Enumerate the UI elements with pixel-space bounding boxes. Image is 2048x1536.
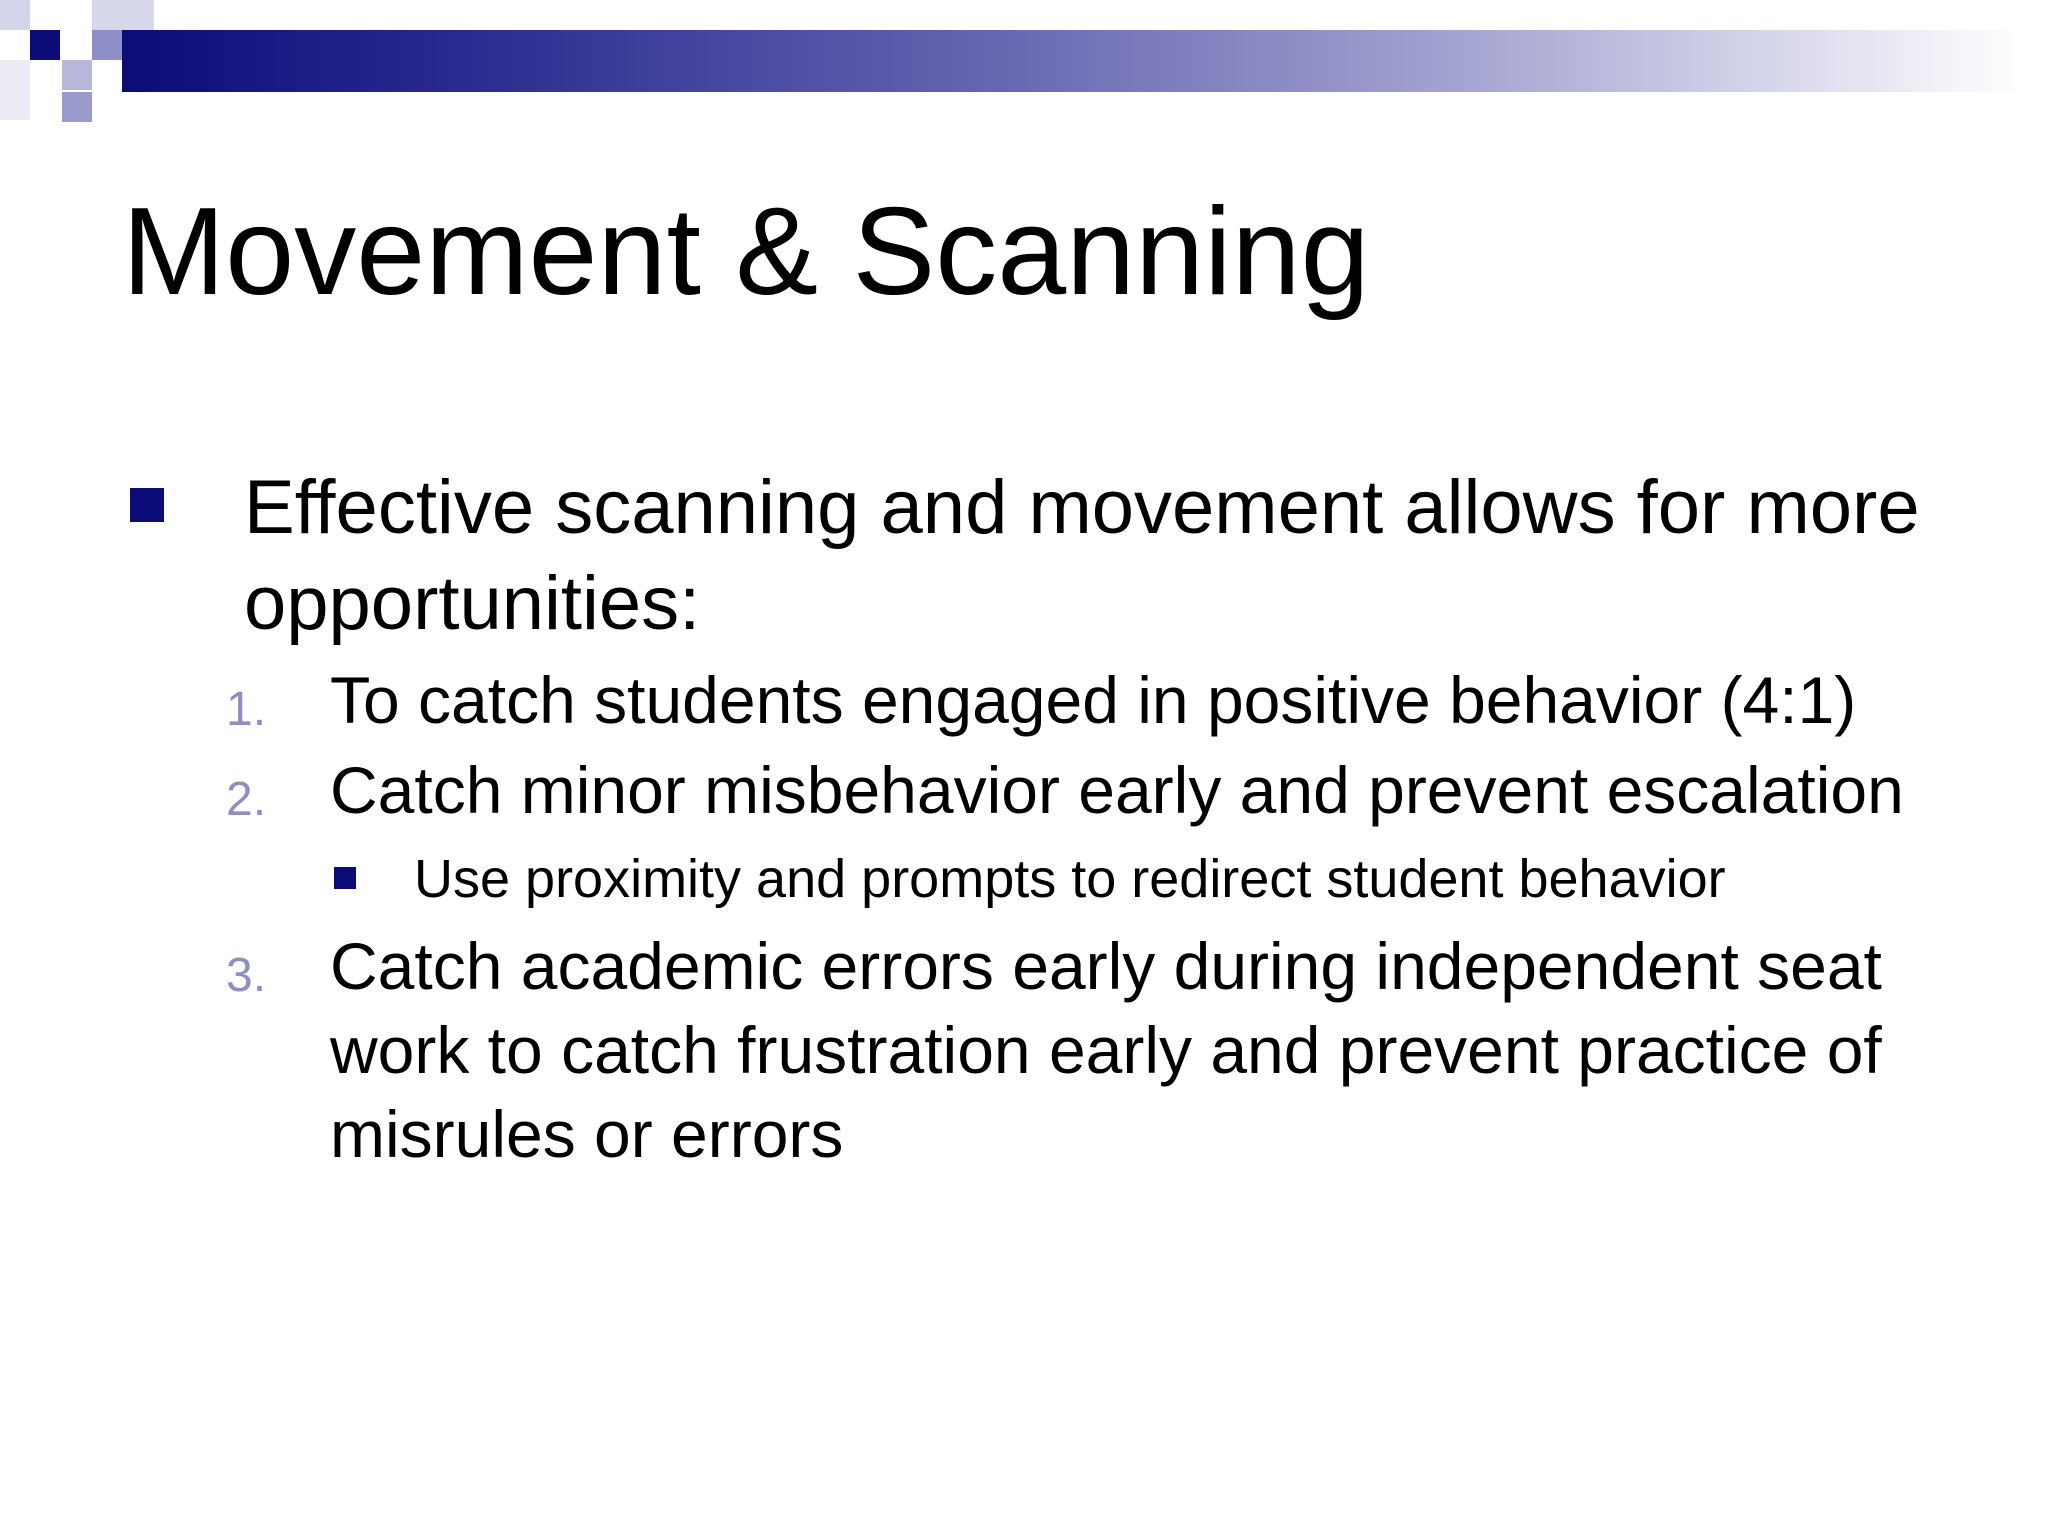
- main-bullet-item: [126, 460, 2006, 652]
- decorative-square: [62, 92, 92, 122]
- numbered-item-2: [126, 748, 2006, 832]
- main-bullet-text: Effective scanning and movement allows for more opportunities:: [244, 465, 1920, 646]
- item-number: 2.: [226, 773, 267, 826]
- item-number: 1.: [226, 683, 267, 736]
- decorative-square: [92, 30, 122, 60]
- header-gradient-band: [122, 30, 2022, 92]
- square-bullet-icon: [130, 488, 164, 522]
- decorative-square: [92, 0, 154, 30]
- numbered-item-3: [126, 924, 2006, 1176]
- slide-content: [126, 460, 2006, 1176]
- decorative-square: [62, 60, 92, 90]
- sub-bullet-text: Use proximity and prompts to redirect student behavior: [414, 849, 1726, 909]
- numbered-item-1: [126, 658, 2006, 742]
- decorative-square: [0, 0, 30, 30]
- item-number: 3.: [226, 949, 267, 1002]
- item-text: To catch students engaged in positive behavior (4:1): [330, 663, 1857, 737]
- square-bullet-icon: [334, 867, 356, 889]
- item-text: Catch minor misbehavior early and prevent escalation: [330, 753, 1904, 827]
- item-text: Catch academic errors early during independent seat work to catch frustration early and prevent practice of misrules or errors: [330, 929, 1882, 1171]
- slide-title: Movement & Scanning: [122, 183, 1370, 321]
- sub-bullet-item: [126, 844, 2006, 914]
- decorative-square: [30, 30, 60, 60]
- decorative-square: [0, 60, 30, 120]
